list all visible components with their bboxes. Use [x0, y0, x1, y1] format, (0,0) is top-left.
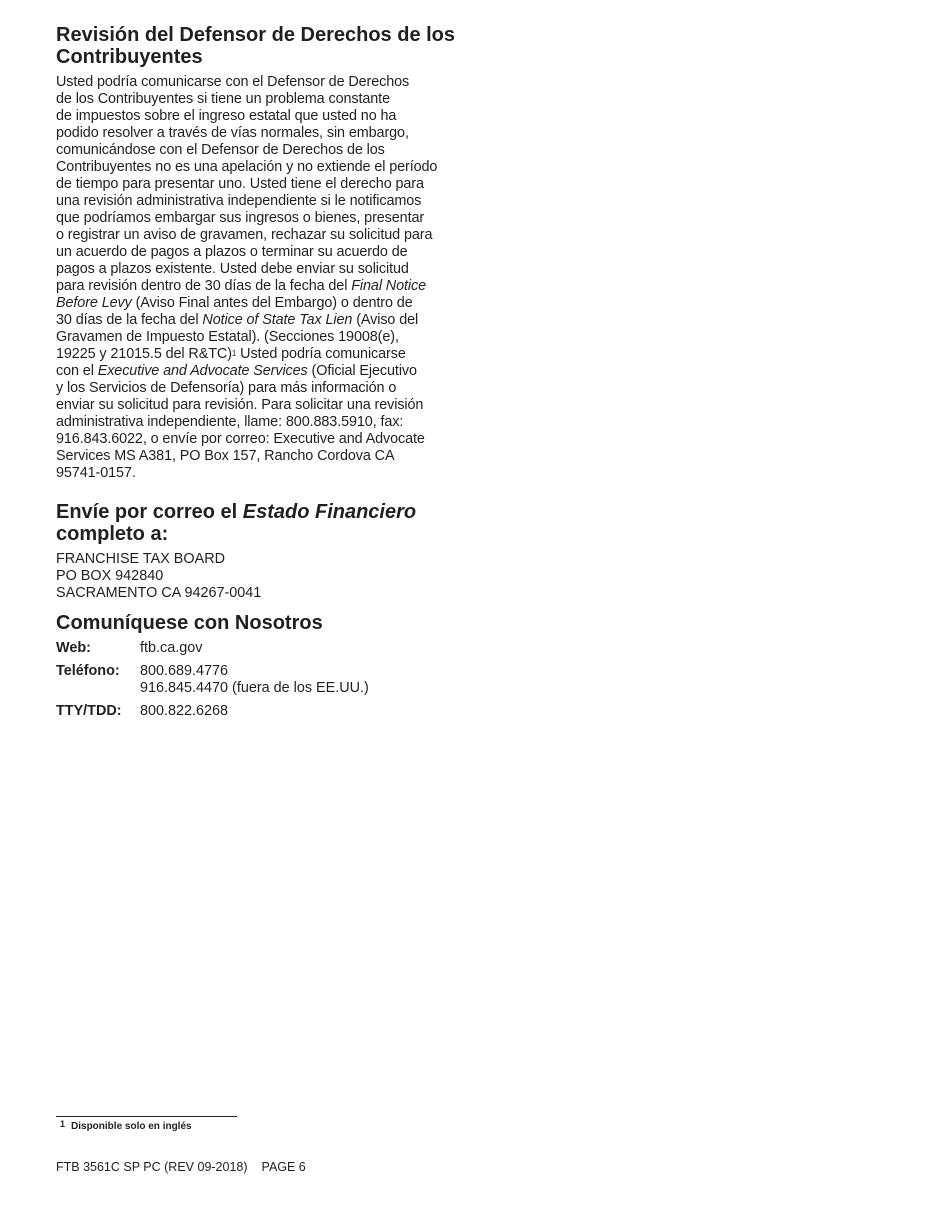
- form-identifier: FTB 3561C SP PC (REV 09-2018): [56, 1160, 248, 1174]
- mailing-address: FRANCHISE TAX BOARD PO BOX 942840 SACRAMENTO CA 94267-0041: [56, 551, 262, 601]
- footnote-text: Disponible solo en inglés: [71, 1121, 192, 1132]
- page-footer: [56, 1160, 306, 1174]
- tty-label: TTY/TDD:: [56, 703, 122, 719]
- phone-number-outside-us: 916.845.4470 (fuera de los EE.UU.): [140, 680, 369, 696]
- mail-financial-statement-heading: Envíe por correo el Estado Financiero completo a:: [56, 501, 417, 545]
- contact-phone-row: [56, 663, 476, 697]
- web-label: Web:: [56, 640, 91, 656]
- footnote-reference: 1: [231, 349, 237, 358]
- contact-us-heading: Comuníquese con Nosotros: [56, 612, 323, 634]
- phone-label: Teléfono:: [56, 663, 120, 679]
- contact-tty-row: [56, 703, 476, 720]
- web-link[interactable]: ftb.ca.gov: [140, 640, 203, 656]
- contact-web-row: [56, 640, 476, 657]
- footnote-number: 1: [60, 1119, 66, 1129]
- page-number: PAGE 6: [261, 1160, 306, 1174]
- taxpayer-rights-review-paragraph: Usted podría comunicarse con el Defensor de Derechos de los Contribuyentes si tiene un problema constante de impuestos sobre el ingreso estatal que usted no ha podido resolver a través de vías normales, sin embargo, comunicándose con el Defensor de Derechos de los Contribuyentes no es una apelación y no extiende el período de tiempo para presentar uno. Usted tiene el derecho para una revisión administrativa independiente si le notificamos que podríamos embargar sus ingresos o bienes, presentar o registrar un aviso de gravamen, rechazar su solicitud para un acuerdo de pagos a plazos o terminar su acuerdo de pagos a plazos existente. Usted debe enviar su solicitud para revisión dentro de 30 días de la fecha del Final Notice Before Levy (Aviso Final antes del Embargo) o dentro de 30 días de la fecha del Notice of State Tax Lien (Aviso del Gravamen de Impuesto Estatal). (Secciones 19008(e), 19225 y 21015.5 del R&TC)$^1$ Usted podría comunicarse con el Executive and Advocate Services (Oficial Ejecutivo y los Servicios de Defensoría) para más información o enviar su solicitud para revisión. Para solicitar una revisión administrativa independiente, llame: 800.883.5910, fax: 916.843.6022, o envíe por correo: Executive and Advocate Services MS A381, PO Box 157, Rancho Cordova CA 95741-0157.: [56, 74, 438, 481]
- taxpayer-rights-review-heading: Revisión del Defensor de Derechos de los Contribuyentes: [56, 24, 456, 68]
- tty-number: 800.822.6268: [140, 703, 229, 719]
- phone-number: 800.689.4776: [140, 663, 229, 679]
- footnote-divider: [56, 1116, 237, 1117]
- left-column: [56, 24, 476, 726]
- footnote: [60, 1120, 192, 1133]
